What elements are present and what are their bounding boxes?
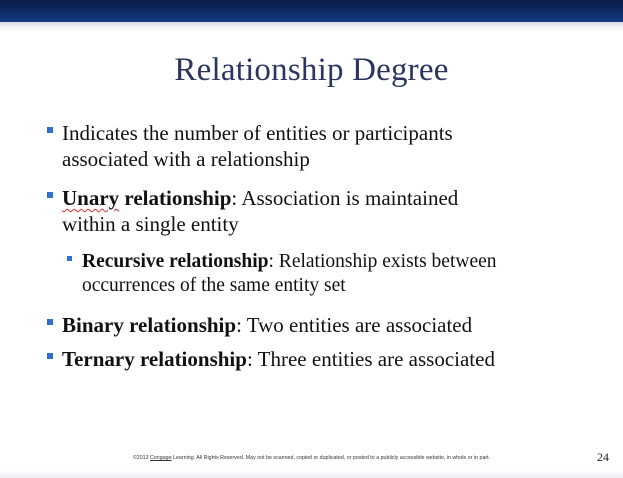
definition: : Relationship exists between bbox=[268, 251, 497, 272]
term-rest: relationship bbox=[119, 186, 232, 210]
bullet-line bbox=[82, 250, 497, 274]
term: Ternary relationship bbox=[62, 347, 247, 371]
definition: : Two entities are associated bbox=[236, 313, 473, 337]
copyright-prefix: ©2013 bbox=[132, 455, 151, 461]
bottom-edge bbox=[0, 470, 623, 478]
page-number: 24 bbox=[597, 450, 609, 464]
bullet-line bbox=[62, 312, 472, 338]
term: Binary relationship bbox=[62, 313, 237, 337]
bullet-square-icon bbox=[47, 353, 53, 359]
bullet-text bbox=[62, 346, 495, 372]
copyright-footer bbox=[0, 455, 623, 461]
bullet-text bbox=[82, 250, 497, 298]
bullet-item bbox=[47, 346, 495, 372]
bullet-item bbox=[47, 312, 472, 338]
copyright-text: Learning. All Rights Reserved. May not be scanned, copied or duplicated, or posted to a publicly accessible website, in whole or in part. bbox=[171, 455, 491, 461]
bullet-square-icon bbox=[47, 127, 53, 133]
sub-bullet-item bbox=[67, 250, 497, 298]
bullet-square-icon bbox=[47, 319, 53, 325]
bullet-line bbox=[62, 185, 458, 211]
bullet-line: Indicates the number of entities or participants bbox=[62, 121, 453, 145]
slide-title: Relationship Degree bbox=[174, 52, 449, 88]
bullet-item bbox=[47, 185, 458, 237]
bullet-line bbox=[62, 346, 495, 372]
bullet-square-icon bbox=[67, 256, 72, 261]
bullet-line: associated with a relationship bbox=[62, 147, 310, 171]
header-bar bbox=[0, 0, 623, 22]
term: Recursive relationship bbox=[82, 251, 269, 272]
definition: : Association is maintained bbox=[231, 186, 459, 210]
bullet-line: occurrences of the same entity set bbox=[82, 275, 346, 296]
bullet-square-icon bbox=[47, 192, 53, 198]
bullet-line: within a single entity bbox=[62, 212, 239, 236]
header-shadow bbox=[0, 22, 623, 32]
bullet-text bbox=[62, 120, 453, 172]
bullet-text bbox=[62, 185, 458, 237]
definition: : Three entities are associated bbox=[246, 347, 495, 371]
spellcheck-underline-word: Unary bbox=[62, 186, 120, 210]
publisher-name: Cengage bbox=[150, 455, 172, 461]
bullet-text bbox=[62, 312, 472, 338]
bullet-item bbox=[47, 120, 453, 172]
term bbox=[62, 186, 231, 210]
